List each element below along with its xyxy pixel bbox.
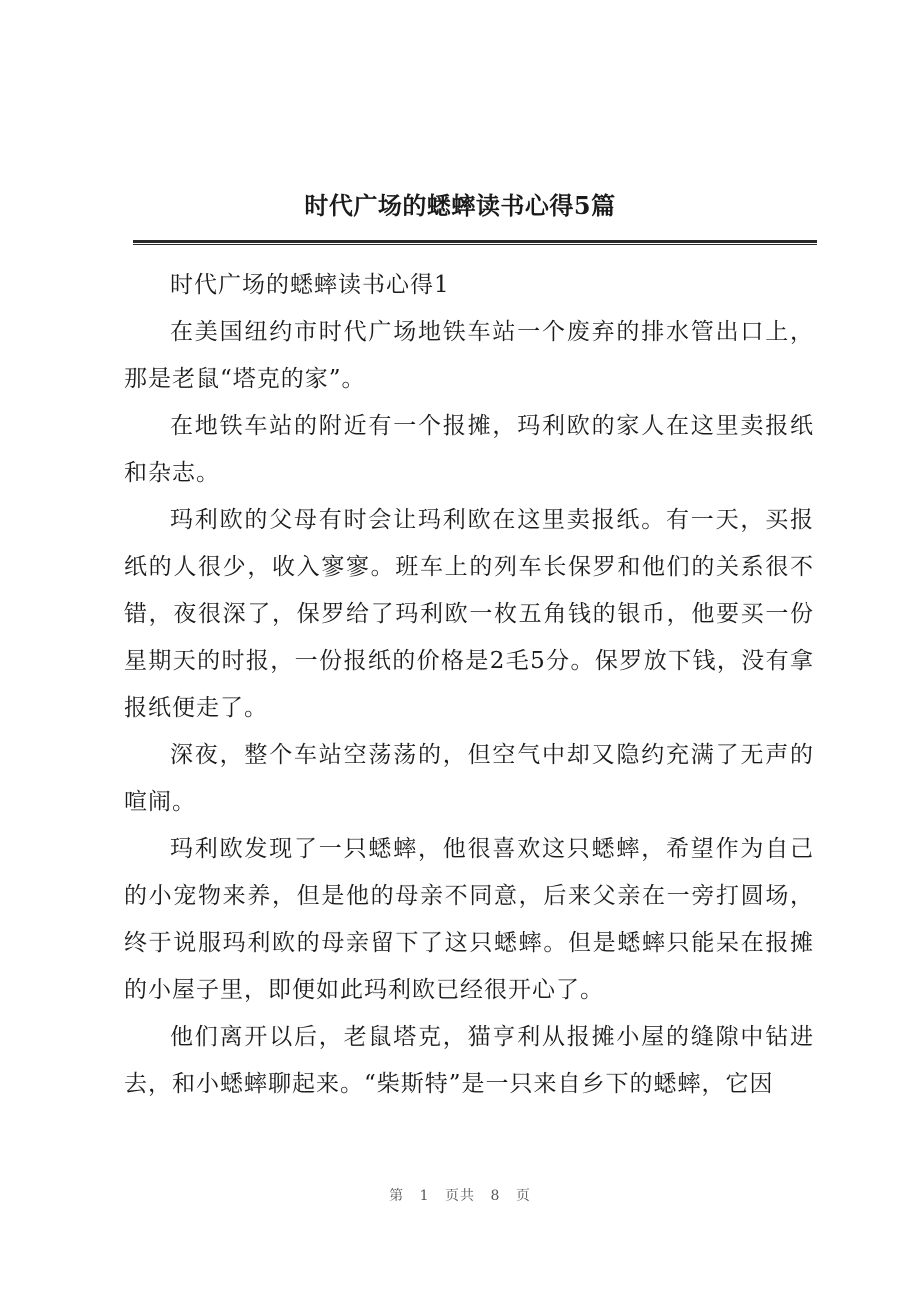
footer-prefix: 第 [389,1188,405,1204]
paragraph-4: 深夜，整个车站空荡荡的，但空气中却又隐约充满了无声的喧闹。 [124,742,814,815]
paragraph-2: 在地铁车站的附近有一个报摊，玛利欧的家人在这里卖报纸和杂志。 [124,413,814,486]
paragraph-1: 在美国纽约市时代广场地铁车站一个废弃的排水管出口上，那是老鼠“塔克的家”。 [124,319,814,392]
footer-current-page: 1 [419,1188,430,1204]
document-title: 时代广场的蟋蟀读书心得5篇 [304,191,616,220]
footer-suffix: 页 [515,1188,531,1204]
document-body [124,262,814,1108]
paragraph-6: 他们离开以后，老鼠塔克，猫亨利从报摊小屋的缝隙中钻进去，和小蟋蟀聊起来。“柴斯特”是一只来自乡下的蟋蟀，它因 [124,1024,814,1097]
paragraph-3: 玛利欧的父母有时会让玛利欧在这里卖报纸。有一天，买报纸的人很少，收入寥寥。班车上的列车长保罗和他们的关系很不错，夜很深了，保罗给了玛利欧一枚五角钱的银币，他要买一份星期天的时报，一份报纸的价格是2毛5分。保罗放下钱，没有拿报纸便走了。 [124,507,814,721]
section-heading: 时代广场的蟋蟀读书心得1 [170,272,450,298]
page-footer [0,1185,920,1205]
paragraph-5: 玛利欧发现了一只蟋蟀，他很喜欢这只蟋蟀，希望作为自己的小宠物来养，但是他的母亲不同意，后来父亲在一旁打圆场，终于说服玛利欧的母亲留下了这只蟋蟀。但是蟋蟀只能呆在报摊的小屋子里，即便如此玛利欧已经很开心了。 [124,836,814,1003]
title-double-rule [133,240,817,245]
footer-middle: 页共 [445,1188,475,1204]
footer-total-pages: 8 [490,1188,501,1204]
